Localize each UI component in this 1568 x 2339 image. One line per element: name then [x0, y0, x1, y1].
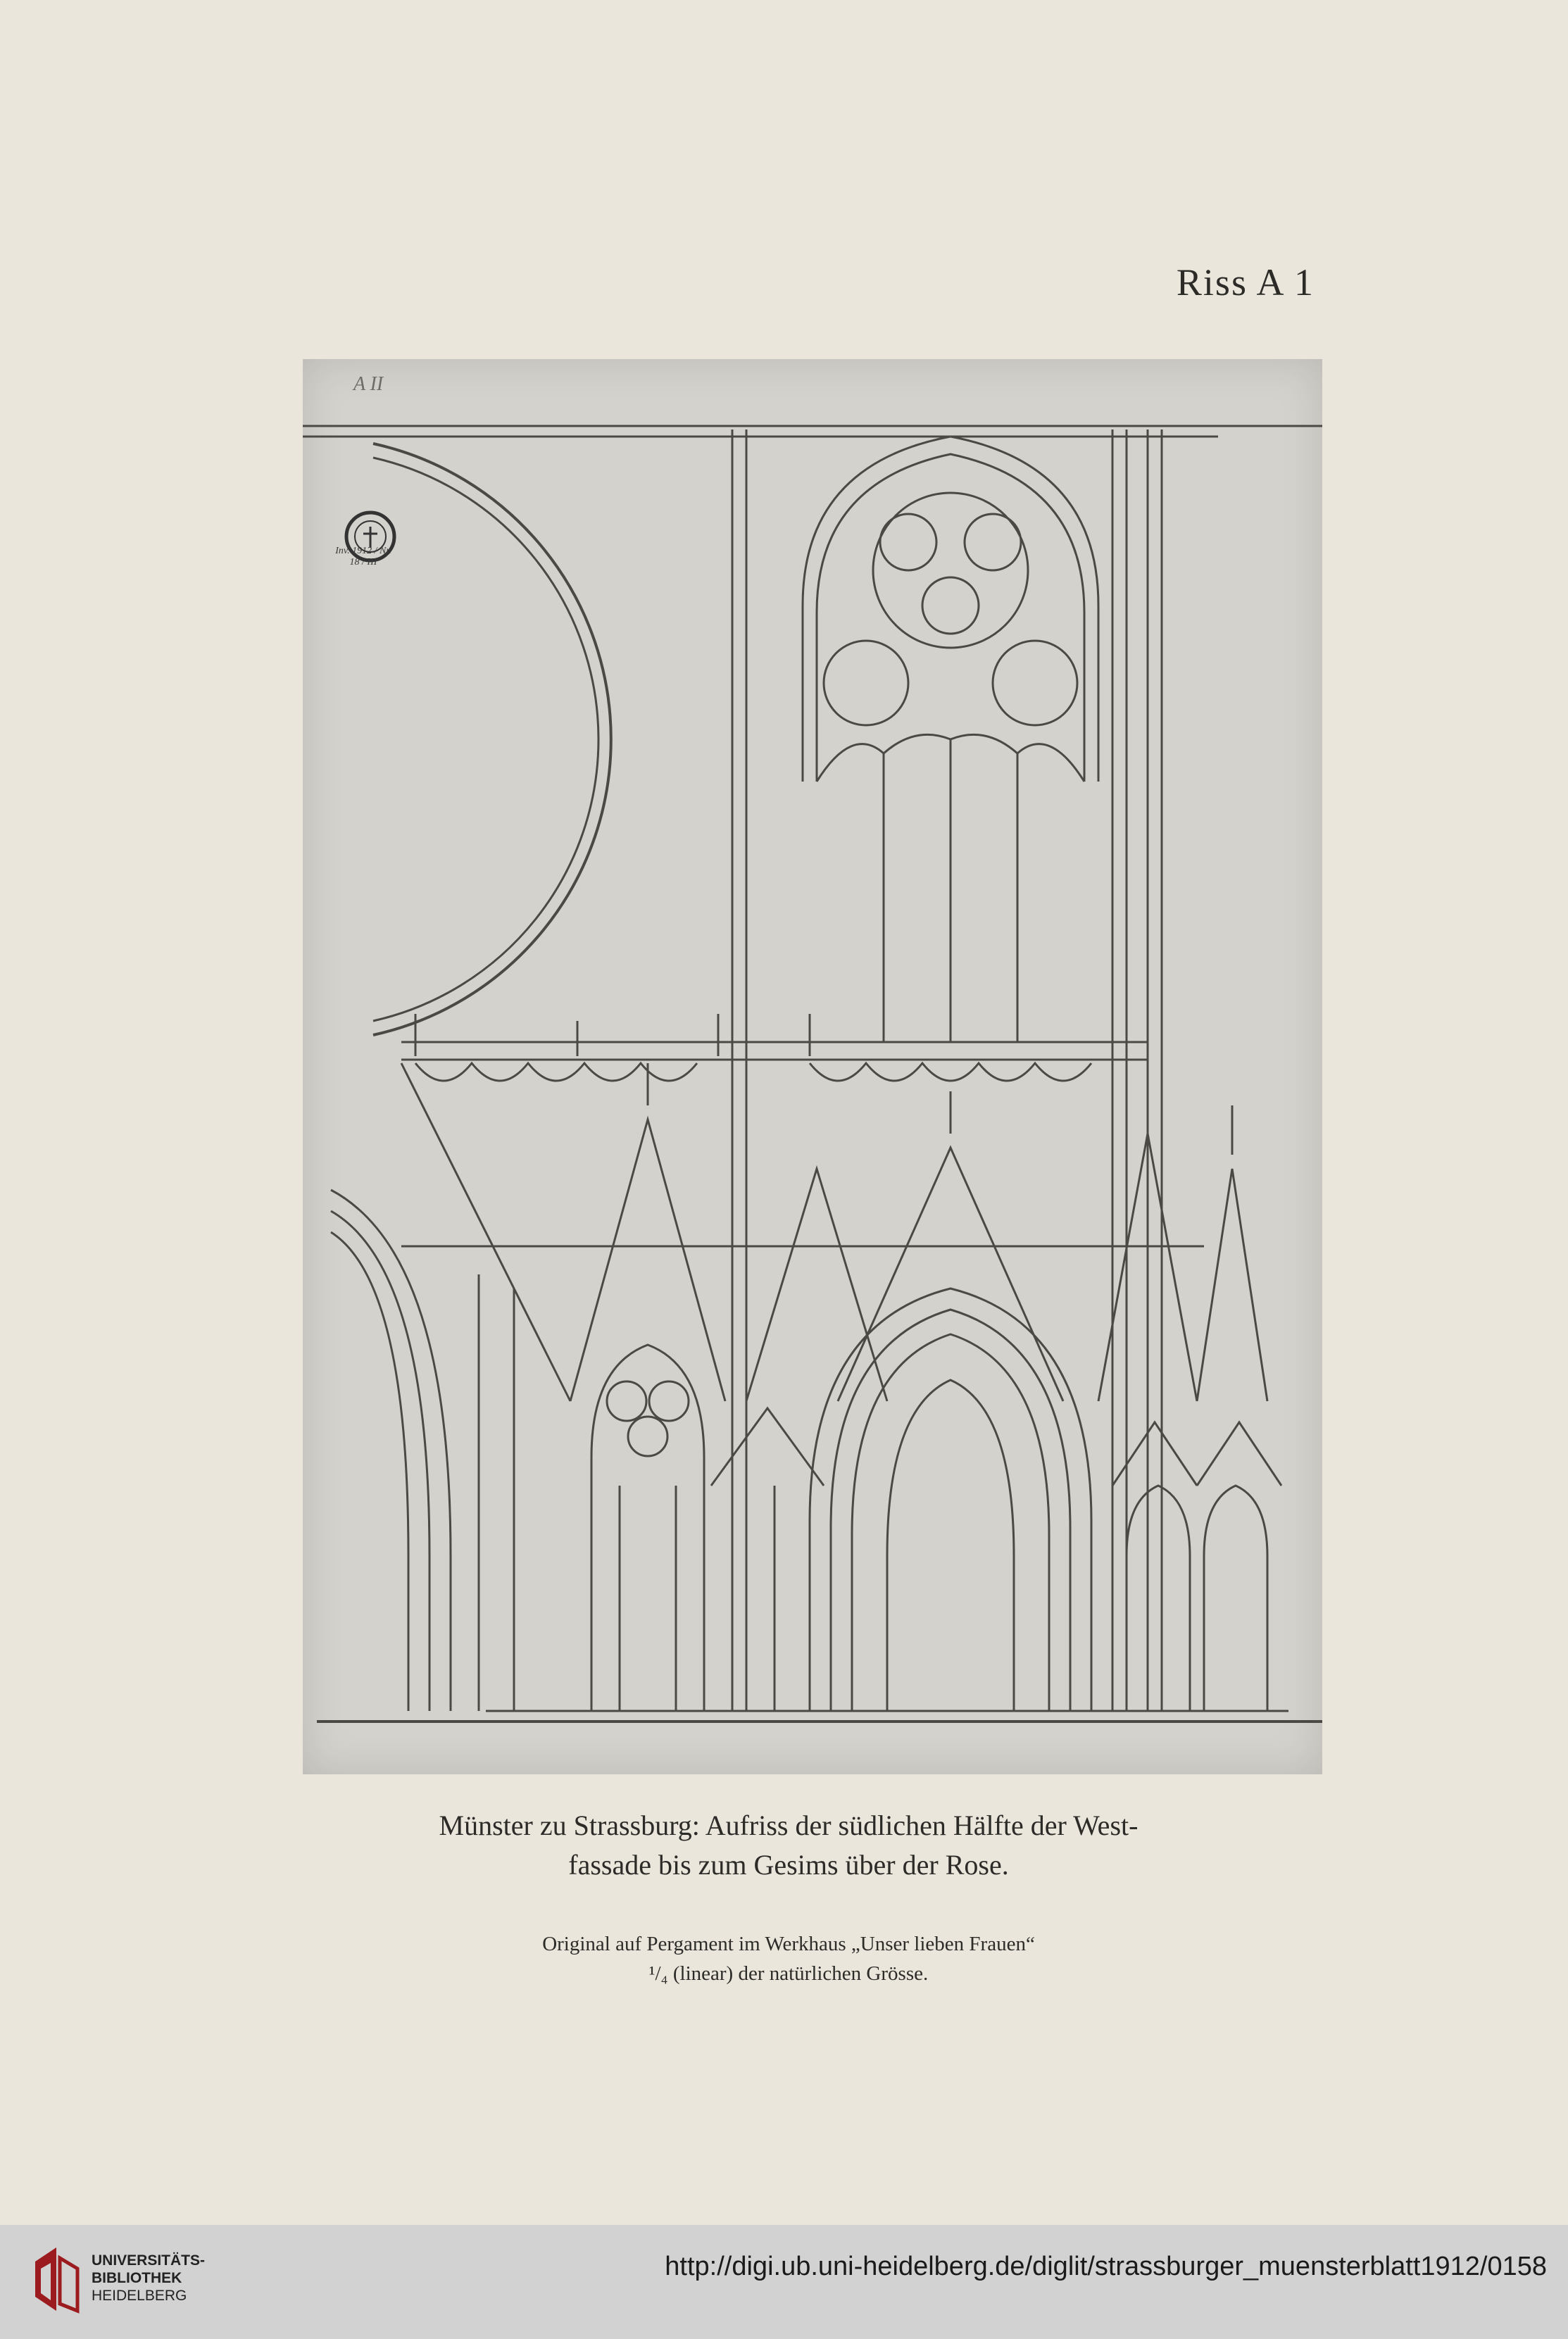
- plate-number-title: Riss A 1: [1176, 261, 1315, 303]
- library-name-line-2: BIBLIOTHEK: [92, 2270, 182, 2286]
- facade-elevation-drawing: [303, 359, 1322, 1774]
- caption-line-1: Münster zu Strassburg: Aufriss der südlichen Hälfte der West-: [439, 1810, 1139, 1841]
- subcaption-line-1: Original auf Pergament im Werkhaus „Unser lieben Frauen“: [542, 1933, 1035, 1955]
- library-name-line-3: HEIDELBERG: [92, 2288, 187, 2304]
- plate-subcaption: [296, 1929, 1281, 1988]
- plate-caption: [296, 1806, 1281, 1885]
- library-name-line-1: UNIVERSITÄTS-: [92, 2252, 206, 2269]
- university-library-logo-icon[interactable]: [28, 2240, 84, 2318]
- library-name[interactable]: [92, 2252, 205, 2304]
- caption-line-2: fassade bis zum Gesims über der Rose.: [568, 1849, 1009, 1881]
- subcaption-line-2: ¹/₄ (linear) der natürlichen Grösse.: [648, 1962, 929, 1985]
- architectural-drawing-plate: [303, 359, 1322, 1774]
- corner-inventory-mark: A II: [353, 373, 384, 395]
- permalink-url[interactable]: http://digi.ub.uni-heidelberg.de/diglit/strassburger_muensterblatt1912/0158: [665, 2252, 1547, 2281]
- viewer-footer-bar: [0, 2225, 1568, 2339]
- stamp-annotation: Inv. 1912 / Nr. 18 / III: [335, 546, 391, 567]
